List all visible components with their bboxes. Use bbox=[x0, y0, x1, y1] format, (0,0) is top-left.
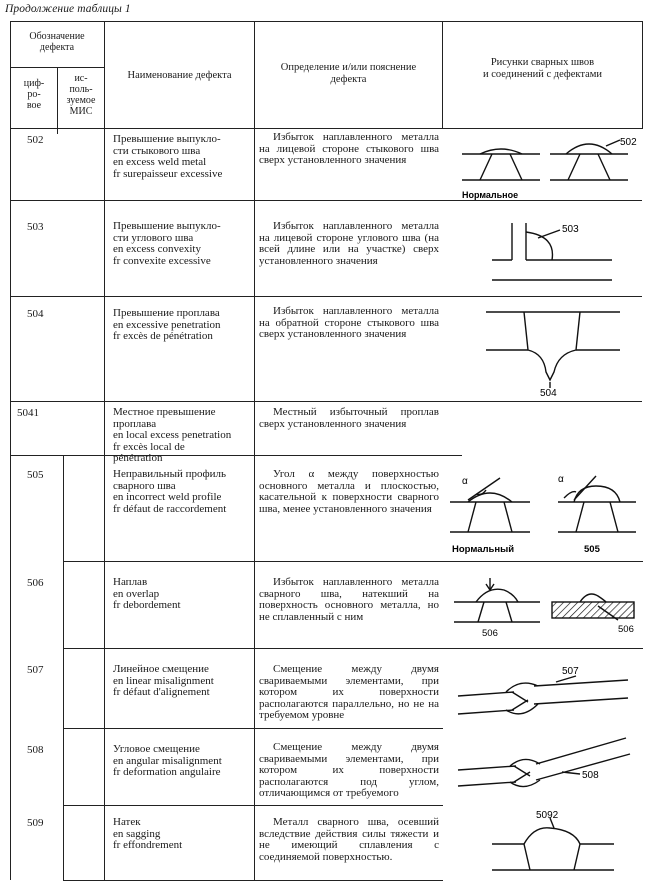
figure-502 bbox=[452, 136, 638, 200]
grid-line bbox=[63, 728, 443, 729]
figure-label: 5092 bbox=[536, 810, 559, 821]
defect-name-line: fr deformation angulaire bbox=[113, 766, 221, 779]
defect-name-line: en angular misalignment bbox=[113, 754, 222, 767]
figure-label: α bbox=[558, 474, 564, 485]
defect-definition: Смещение между двумя свариваемыми элементами, при котором их поверхности располагаются под углом, отличающимся от требуемого bbox=[259, 741, 439, 800]
defect-definition: Избыток наплавленного металла на обратной стороне стыкового шва сверх установленного значения bbox=[259, 305, 439, 341]
header-name: Наименование дефекта bbox=[127, 70, 232, 81]
grid-line bbox=[104, 128, 105, 880]
defect-name-line: проплава bbox=[113, 417, 157, 430]
defect-name bbox=[113, 407, 250, 465]
defect-name bbox=[113, 221, 250, 267]
defect-name-line: en excess weld metal bbox=[113, 156, 207, 169]
defect-name-line: fr excès local de bbox=[113, 440, 185, 453]
figure-label: α bbox=[462, 476, 468, 487]
grid-line bbox=[10, 128, 11, 880]
figure-label: 508 bbox=[582, 770, 599, 781]
defect-name-line: en sagging bbox=[113, 827, 161, 840]
defect-name bbox=[113, 469, 250, 515]
figure-509 bbox=[478, 810, 628, 880]
defect-definition: Смещение между двумя свариваемыми элементами, при котором их поверхности располагаются параллельно, но не на требуемом уровне bbox=[259, 663, 439, 722]
defect-name-line: Превышение выпукло- bbox=[113, 220, 221, 232]
header-drawings: Рисунки сварных швов и соединений с дефектами bbox=[482, 57, 602, 80]
figure-label: 505 bbox=[584, 544, 600, 555]
table-caption: Продолжение таблицы 1 bbox=[5, 3, 131, 15]
defect-definition: Избыток наплавленного металла на лицевой стороне стыкового шва сверх установленного значения bbox=[259, 131, 439, 167]
defect-name-line: pénétration bbox=[113, 452, 163, 465]
defect-name-line: сварного шва bbox=[113, 479, 176, 492]
defect-name bbox=[113, 577, 250, 612]
defect-name bbox=[113, 134, 250, 180]
grid-line bbox=[63, 805, 443, 806]
defect-code: 504 bbox=[27, 308, 44, 320]
defect-name bbox=[113, 308, 250, 343]
defect-name bbox=[113, 664, 250, 699]
figure-label: 502 bbox=[620, 137, 637, 148]
defect-name-line: en incorrect weld profile bbox=[113, 491, 222, 504]
defect-definition: Металл сварного шва, осевший вследствие действия силы тяжести и не имеющий сплавления с соединяемой поверхностью. bbox=[259, 816, 439, 863]
defect-name-line: Местное превышение bbox=[113, 406, 216, 418]
figure-504 bbox=[478, 302, 628, 398]
grid-line bbox=[63, 455, 64, 880]
defect-name-line: Линейное смещение bbox=[113, 663, 209, 675]
defect-name-line: en local excess penetration bbox=[113, 429, 232, 442]
grid-line bbox=[254, 128, 255, 880]
grid-line bbox=[63, 561, 643, 562]
grid-line bbox=[104, 128, 105, 129]
header-designation: Обозначение дефекта bbox=[29, 31, 85, 53]
figure-label: Нормальное bbox=[462, 190, 519, 200]
defect-name-line: сти углового шва bbox=[113, 231, 194, 244]
grid-line bbox=[10, 296, 642, 297]
defect-code: 505 bbox=[27, 469, 44, 481]
grid-line bbox=[642, 21, 643, 128]
defect-name-line: fr défaut d'alignement bbox=[113, 686, 210, 699]
header-numeric: циф- ро- вое bbox=[23, 78, 45, 111]
figure-label: 506 bbox=[618, 624, 634, 635]
grid-line bbox=[63, 648, 643, 649]
grid-line bbox=[57, 128, 58, 134]
defect-name-line: Натек bbox=[113, 816, 141, 828]
defect-name-line: fr excès de pénétration bbox=[113, 330, 213, 343]
defect-definition: Избыток наплавленного металла на лицевой стороне углового шва (на всей длине или на участке) сверх установленного значения bbox=[259, 220, 439, 267]
grid-line bbox=[10, 21, 11, 128]
defect-name-line: Наплав bbox=[113, 576, 148, 588]
defect-name-line: Угловое смещение bbox=[113, 743, 200, 755]
defect-name bbox=[113, 817, 250, 852]
defect-name-line: fr effondrement bbox=[113, 839, 183, 852]
defect-definition: Угол α между поверхностью основного металла и плоскостью, касательной к поверхности сварного шва, менее установленного значения bbox=[259, 468, 439, 515]
defect-code: 506 bbox=[27, 577, 44, 589]
defect-name-line: en excessive penetration bbox=[113, 318, 221, 331]
grid-line bbox=[10, 200, 642, 201]
figure-505 bbox=[446, 470, 640, 558]
figure-506 bbox=[448, 576, 642, 644]
defect-name-line: сти стыкового шва bbox=[113, 144, 201, 157]
defect-name-line: fr défaut de raccordement bbox=[113, 502, 227, 515]
figure-label: 503 bbox=[562, 224, 579, 235]
defect-name-line: Превышение проплава bbox=[113, 307, 220, 319]
defect-definition: Избыток наплавленного металла сварного шва, натекший на поверхность основного металла, но не сплавленный с ним bbox=[259, 576, 439, 623]
figure-503 bbox=[492, 218, 622, 296]
defect-name-line: en linear misalignment bbox=[113, 674, 214, 687]
defect-name-line: en excess convexity bbox=[113, 243, 201, 256]
figure-507 bbox=[452, 660, 638, 728]
figure-label: 506 bbox=[482, 628, 498, 639]
defect-code: 5041 bbox=[17, 407, 39, 419]
defect-name-line: fr surepaisseur excessive bbox=[113, 167, 223, 180]
defect-name bbox=[113, 744, 250, 779]
defect-name-line: fr convexite excessive bbox=[113, 254, 211, 267]
figure-label: Нормальный bbox=[452, 544, 515, 555]
defect-name-line: en overlap bbox=[113, 587, 160, 600]
defect-code: 502 bbox=[27, 134, 44, 146]
defect-code: 503 bbox=[27, 221, 44, 233]
figure-label: 504 bbox=[540, 388, 557, 398]
defect-name-line: Превышение выпукло- bbox=[113, 133, 221, 145]
defect-code: 509 bbox=[27, 817, 44, 829]
defect-code: 508 bbox=[27, 744, 44, 756]
header-definition: Определение и/или пояснение дефекта bbox=[280, 62, 417, 85]
defect-name-line: Неправильный профиль bbox=[113, 468, 227, 480]
figure-508 bbox=[452, 730, 638, 806]
figure-label: 507 bbox=[562, 666, 579, 677]
grid-line bbox=[10, 401, 642, 402]
defect-definition: Местный избыточный проплав сверх установленного значения bbox=[259, 406, 439, 430]
header-iiw-used: ис- поль- зуемое МИС bbox=[66, 73, 96, 117]
defect-code: 507 bbox=[27, 664, 44, 676]
grid-line bbox=[63, 880, 443, 881]
defect-name-line: fr debordement bbox=[113, 599, 181, 612]
